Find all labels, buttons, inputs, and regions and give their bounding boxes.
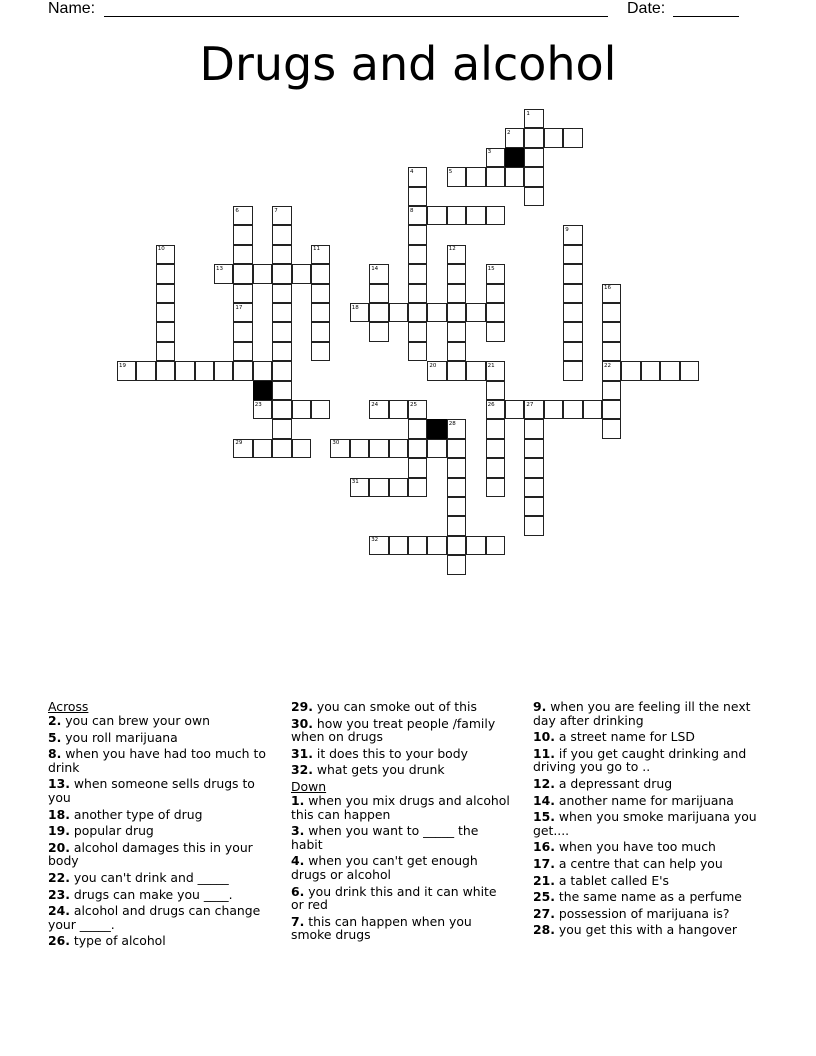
clue-number-label: 21 — [487, 362, 495, 369]
grid-cell[interactable] — [233, 284, 252, 303]
clue-number: 14. — [533, 792, 555, 808]
grid-cell[interactable] — [524, 497, 543, 516]
grid-cell[interactable] — [563, 400, 582, 419]
grid-cell[interactable] — [311, 342, 330, 361]
clue-number: 15. — [533, 809, 555, 825]
grid-cell[interactable] — [272, 245, 291, 264]
grid-cell[interactable] — [486, 458, 505, 477]
grid-cell[interactable] — [272, 439, 291, 458]
clue-number-label: 13 — [216, 265, 223, 272]
clue-number-label: 16 — [604, 285, 611, 292]
clue-item — [48, 888, 270, 902]
clue-number: 23. — [48, 886, 70, 902]
grid-cell[interactable] — [524, 478, 543, 497]
clue-text: what gets you drunk — [312, 762, 445, 778]
clue-number: 12. — [533, 775, 555, 791]
clue-number: 21. — [533, 872, 555, 888]
clue-number: 10. — [533, 729, 555, 745]
clue-number: 26. — [48, 933, 70, 949]
grid-cell[interactable] — [408, 303, 427, 322]
black-square — [427, 419, 446, 438]
clue-number: 22. — [48, 869, 70, 885]
grid-cell[interactable] — [505, 167, 524, 186]
grid-cell[interactable] — [466, 303, 485, 322]
grid-cell[interactable] — [602, 342, 621, 361]
clue-text: the same name as a perfume — [554, 889, 742, 905]
grid-cell[interactable] — [292, 439, 311, 458]
clue-item — [533, 700, 767, 727]
clue-item — [48, 841, 270, 868]
grid-cell[interactable] — [272, 264, 291, 283]
clue-number: 32. — [291, 762, 313, 778]
clue-text: you can brew your own — [61, 713, 210, 728]
clue-number: 19. — [48, 823, 70, 839]
clue-text: when you want to _____ the habit — [291, 823, 479, 852]
grid-cell[interactable] — [447, 497, 466, 516]
grid-cell[interactable] — [408, 264, 427, 283]
clue-text: how you treat people /family when on drugs — [291, 715, 496, 745]
grid-cell[interactable] — [447, 303, 466, 322]
clue-item — [291, 717, 513, 744]
grid-cell[interactable] — [253, 361, 272, 380]
clue-text: you can smoke out of this — [312, 699, 477, 714]
clue-text: it does this to your body — [312, 745, 468, 761]
clue-item — [291, 885, 513, 912]
clue-number: 3. — [291, 823, 305, 839]
clue-item — [48, 731, 270, 745]
grid-cell[interactable] — [272, 284, 291, 303]
clue-number: 7. — [291, 913, 305, 929]
grid-cell[interactable] — [447, 322, 466, 341]
clue-number-label: 19 — [119, 362, 126, 369]
clue-number: 31. — [291, 745, 313, 761]
grid-cell[interactable] — [486, 322, 505, 341]
clue-text: when you smoke marijuana you get.... — [533, 809, 757, 838]
grid-cell[interactable] — [660, 361, 679, 380]
grid-cell[interactable] — [447, 361, 466, 380]
clue-item — [291, 854, 513, 881]
grid-cell[interactable] — [369, 322, 388, 341]
grid-cell[interactable] — [563, 361, 582, 380]
grid-cell[interactable] — [233, 264, 252, 283]
grid-cell[interactable] — [602, 381, 621, 400]
grid-cell[interactable] — [602, 400, 621, 419]
clue-item — [291, 915, 513, 942]
grid-cell[interactable] — [486, 536, 505, 555]
grid-cell[interactable] — [486, 206, 505, 225]
clue-text: type of alcohol — [69, 933, 166, 949]
grid-cell[interactable] — [408, 187, 427, 206]
grid-cell[interactable] — [408, 478, 427, 497]
grid-cell[interactable] — [233, 245, 252, 264]
clue-number: 9. — [533, 699, 547, 714]
clue-section-heading: Across — [48, 699, 89, 714]
grid-cell[interactable] — [311, 400, 330, 419]
date-label: Date: — [627, 0, 666, 17]
grid-cell[interactable] — [408, 419, 427, 438]
grid-cell[interactable] — [175, 361, 194, 380]
grid-cell[interactable] — [466, 536, 485, 555]
clue-number: 30. — [291, 715, 313, 731]
grid-cell[interactable] — [447, 284, 466, 303]
clue-number-label: 2 — [507, 129, 511, 136]
grid-cell[interactable] — [253, 264, 272, 283]
grid-cell[interactable] — [447, 206, 466, 225]
grid-cell[interactable] — [524, 419, 543, 438]
grid-cell[interactable] — [486, 303, 505, 322]
clue-number: 27. — [533, 905, 555, 921]
clue-text: if you get caught drinking and driving you go to .. — [533, 745, 747, 775]
clue-number: 1. — [291, 792, 305, 808]
clue-number: 17. — [533, 855, 555, 871]
grid-cell[interactable] — [544, 400, 563, 419]
clue-number: 6. — [291, 883, 305, 899]
grid-cell[interactable] — [486, 478, 505, 497]
grid-cell[interactable] — [524, 187, 543, 206]
grid-cell[interactable] — [544, 128, 563, 147]
grid-cell[interactable] — [563, 322, 582, 341]
clue-number-label: 7 — [274, 207, 278, 214]
clue-text: a street name for LSD — [554, 729, 695, 745]
grid-cell[interactable] — [156, 303, 175, 322]
clue-number-label: 8 — [410, 207, 414, 214]
grid-cell[interactable] — [427, 439, 446, 458]
clue-text: when you are feeling ill the next day after drinking — [533, 699, 751, 728]
clue-number-label: 23 — [254, 401, 262, 408]
clue-item — [533, 794, 767, 808]
clue-number: 5. — [48, 729, 62, 745]
clue-text: when you have too much — [554, 839, 716, 855]
clue-item — [533, 777, 767, 791]
clue-item — [533, 890, 767, 904]
clue-item — [48, 808, 270, 822]
clue-item — [533, 840, 767, 854]
black-square — [253, 381, 272, 400]
clue-text: you can't drink and _____ — [69, 869, 229, 885]
clue-number-label: 25 — [410, 401, 417, 408]
grid-cell[interactable] — [369, 284, 388, 303]
grid-cell[interactable] — [272, 322, 291, 341]
grid-cell[interactable] — [447, 516, 466, 535]
grid-cell[interactable] — [563, 245, 582, 264]
grid-cell[interactable] — [524, 148, 543, 167]
grid-cell[interactable] — [253, 439, 272, 458]
clue-number: 2. — [48, 713, 62, 728]
clue-text: when you can't get enough drugs or alcohol — [291, 853, 478, 882]
grid-cell[interactable] — [272, 419, 291, 438]
clue-number: 29. — [291, 699, 313, 714]
clue-item — [48, 777, 270, 804]
grid-cell[interactable] — [272, 342, 291, 361]
grid-cell[interactable] — [389, 536, 408, 555]
clue-text: alcohol damages this in your body — [48, 839, 253, 869]
clue-text: you drink this and it can white or red — [291, 883, 497, 913]
clue-number: 28. — [533, 922, 555, 938]
clue-text: you roll marijuana — [61, 729, 178, 745]
grid-cell[interactable] — [369, 478, 388, 497]
grid-cell[interactable] — [524, 128, 543, 147]
grid-cell[interactable] — [602, 303, 621, 322]
grid-cell[interactable] — [214, 361, 233, 380]
clue-item — [533, 923, 767, 937]
grid-cell[interactable] — [369, 439, 388, 458]
clue-number-label: 24 — [371, 401, 379, 408]
grid-cell[interactable] — [641, 361, 660, 380]
clue-number-label: 18 — [351, 304, 359, 311]
grid-cell[interactable] — [389, 439, 408, 458]
grid-cell[interactable] — [408, 342, 427, 361]
clue-item — [533, 874, 767, 888]
clue-number-label: 26 — [487, 401, 495, 408]
clue-text: popular drug — [69, 823, 154, 839]
clue-item — [291, 763, 513, 777]
grid-cell[interactable] — [447, 458, 466, 477]
grid-cell[interactable] — [233, 361, 252, 380]
grid-cell[interactable] — [447, 264, 466, 283]
grid-cell[interactable] — [350, 439, 369, 458]
clue-item — [291, 794, 513, 821]
grid-cell[interactable] — [524, 516, 543, 535]
clue-number: 8. — [48, 746, 62, 762]
grid-cell[interactable] — [524, 167, 543, 186]
clue-column-2 — [291, 700, 513, 945]
clue-text: when you mix drugs and alcohol this can happen — [291, 792, 510, 822]
grid-cell[interactable] — [486, 284, 505, 303]
grid-cell[interactable] — [466, 206, 485, 225]
clue-number-label: 32 — [371, 537, 379, 544]
clue-number: 20. — [48, 839, 70, 855]
grid-cell[interactable] — [156, 361, 175, 380]
grid-cell[interactable] — [136, 361, 155, 380]
clue-item — [533, 730, 767, 744]
grid-cell[interactable] — [233, 342, 252, 361]
grid-cell[interactable] — [389, 478, 408, 497]
clue-text: another name for marijuana — [554, 792, 734, 808]
grid-cell[interactable] — [408, 245, 427, 264]
clue-item — [48, 871, 270, 885]
clue-text: this can happen when you smoke drugs — [291, 913, 472, 943]
page-title: Drugs and alcohol — [199, 37, 617, 91]
grid-cell[interactable] — [369, 303, 388, 322]
grid-cell[interactable] — [156, 342, 175, 361]
clue-item — [48, 904, 270, 931]
grid-cell[interactable] — [311, 322, 330, 341]
clue-number: 4. — [291, 853, 305, 869]
clue-number-label: 29 — [235, 440, 243, 447]
grid-cell[interactable] — [408, 439, 427, 458]
clue-item — [48, 747, 270, 774]
grid-cell[interactable] — [233, 225, 252, 244]
clue-text: a tablet called E's — [554, 872, 670, 888]
grid-cell[interactable] — [447, 439, 466, 458]
black-square — [505, 148, 524, 167]
clue-number: 16. — [533, 839, 555, 855]
grid-cell[interactable] — [486, 381, 505, 400]
grid-cell[interactable] — [272, 361, 291, 380]
clue-item — [291, 747, 513, 761]
clue-number-label: 17 — [235, 304, 243, 311]
clue-item — [291, 824, 513, 851]
clue-number-label: 27 — [526, 401, 534, 408]
grid-cell[interactable] — [466, 167, 485, 186]
grid-cell[interactable] — [563, 264, 582, 283]
grid-cell[interactable] — [602, 419, 621, 438]
grid-cell[interactable] — [621, 361, 640, 380]
grid-cell[interactable] — [272, 400, 291, 419]
clue-item — [533, 907, 767, 921]
grid-cell[interactable] — [563, 128, 582, 147]
grid-cell[interactable] — [466, 361, 485, 380]
clue-number: 11. — [533, 745, 555, 761]
clue-number-label: 1 — [526, 110, 530, 117]
clue-number-label: 31 — [351, 479, 359, 486]
grid-cell[interactable] — [602, 322, 621, 341]
clue-text: drugs can make you ____. — [69, 886, 233, 902]
clue-text: another type of drug — [69, 806, 203, 822]
grid-cell[interactable] — [486, 167, 505, 186]
clue-number-label: 20 — [429, 362, 437, 369]
grid-cell[interactable] — [447, 478, 466, 497]
grid-cell[interactable] — [156, 322, 175, 341]
grid-cell[interactable] — [311, 264, 330, 283]
grid-cell[interactable] — [486, 439, 505, 458]
grid-cell[interactable] — [292, 264, 311, 283]
clue-number-label: 11 — [313, 246, 320, 253]
clue-item — [48, 934, 270, 948]
clue-number: 25. — [533, 889, 555, 905]
clue-column-1 — [48, 700, 270, 951]
clue-text: a depressant drug — [554, 775, 673, 791]
clue-number-label: 14 — [371, 265, 379, 272]
grid-cell[interactable] — [427, 206, 446, 225]
clue-number-label: 4 — [410, 168, 414, 175]
clue-item — [291, 700, 513, 714]
grid-cell[interactable] — [156, 284, 175, 303]
grid-cell[interactable] — [389, 303, 408, 322]
grid-cell[interactable] — [486, 419, 505, 438]
clue-number-label: 30 — [332, 440, 340, 447]
clue-section-heading: Down — [291, 778, 327, 794]
grid-cell[interactable] — [292, 400, 311, 419]
grid-cell[interactable] — [447, 342, 466, 361]
grid-cell[interactable] — [408, 458, 427, 477]
clue-text: when someone sells drugs to you — [48, 776, 255, 805]
clue-number-label: 9 — [565, 226, 569, 233]
grid-cell[interactable] — [311, 303, 330, 322]
grid-cell[interactable] — [563, 303, 582, 322]
clue-item — [533, 857, 767, 871]
grid-cell[interactable] — [563, 284, 582, 303]
grid-cell[interactable] — [524, 439, 543, 458]
clue-text: possession of marijuana is? — [554, 905, 730, 921]
grid-cell[interactable] — [583, 400, 602, 419]
clue-number-label: 12 — [448, 246, 456, 253]
clue-number-label: 6 — [235, 207, 239, 214]
clue-text: a centre that can help you — [554, 855, 723, 871]
grid-cell[interactable] — [156, 264, 175, 283]
grid-cell[interactable] — [505, 400, 524, 419]
grid-cell[interactable] — [195, 361, 214, 380]
clue-text: alcohol and drugs can change your _____. — [48, 903, 261, 932]
clue-number-label: 3 — [487, 149, 492, 156]
clue-number: 24. — [48, 903, 70, 919]
clue-item — [533, 747, 767, 774]
grid-cell[interactable] — [408, 225, 427, 244]
grid-cell[interactable] — [233, 322, 252, 341]
clue-item — [48, 714, 270, 728]
clue-item — [48, 824, 270, 838]
grid-cell[interactable] — [272, 381, 291, 400]
grid-cell[interactable] — [408, 536, 427, 555]
grid-cell[interactable] — [447, 555, 466, 574]
clue-number: 18. — [48, 806, 70, 822]
grid-cell[interactable] — [272, 225, 291, 244]
grid-cell[interactable] — [680, 361, 699, 380]
clue-number-label: 5 — [448, 168, 453, 175]
grid-cell[interactable] — [563, 342, 582, 361]
grid-cell[interactable] — [408, 322, 427, 341]
grid-cell[interactable] — [311, 284, 330, 303]
grid-cell[interactable] — [408, 284, 427, 303]
clue-item — [533, 810, 767, 837]
grid-cell[interactable] — [447, 536, 466, 555]
clue-number-label: 10 — [157, 246, 165, 253]
clue-number-label: 15 — [487, 265, 495, 272]
grid-cell[interactable] — [272, 303, 291, 322]
clue-number-label: 28 — [448, 420, 456, 427]
grid-cell[interactable] — [427, 536, 446, 555]
grid-cell[interactable] — [427, 303, 446, 322]
clue-number: 13. — [48, 776, 70, 792]
grid-cell[interactable] — [524, 458, 543, 477]
name-label: Name: — [48, 0, 96, 17]
clue-text: you get this with a hangover — [554, 922, 737, 938]
grid-cell[interactable] — [389, 400, 408, 419]
clue-text: when you have had too much to drink — [48, 746, 266, 775]
clue-number-label: 22 — [604, 362, 611, 369]
clue-column-3 — [533, 700, 767, 940]
